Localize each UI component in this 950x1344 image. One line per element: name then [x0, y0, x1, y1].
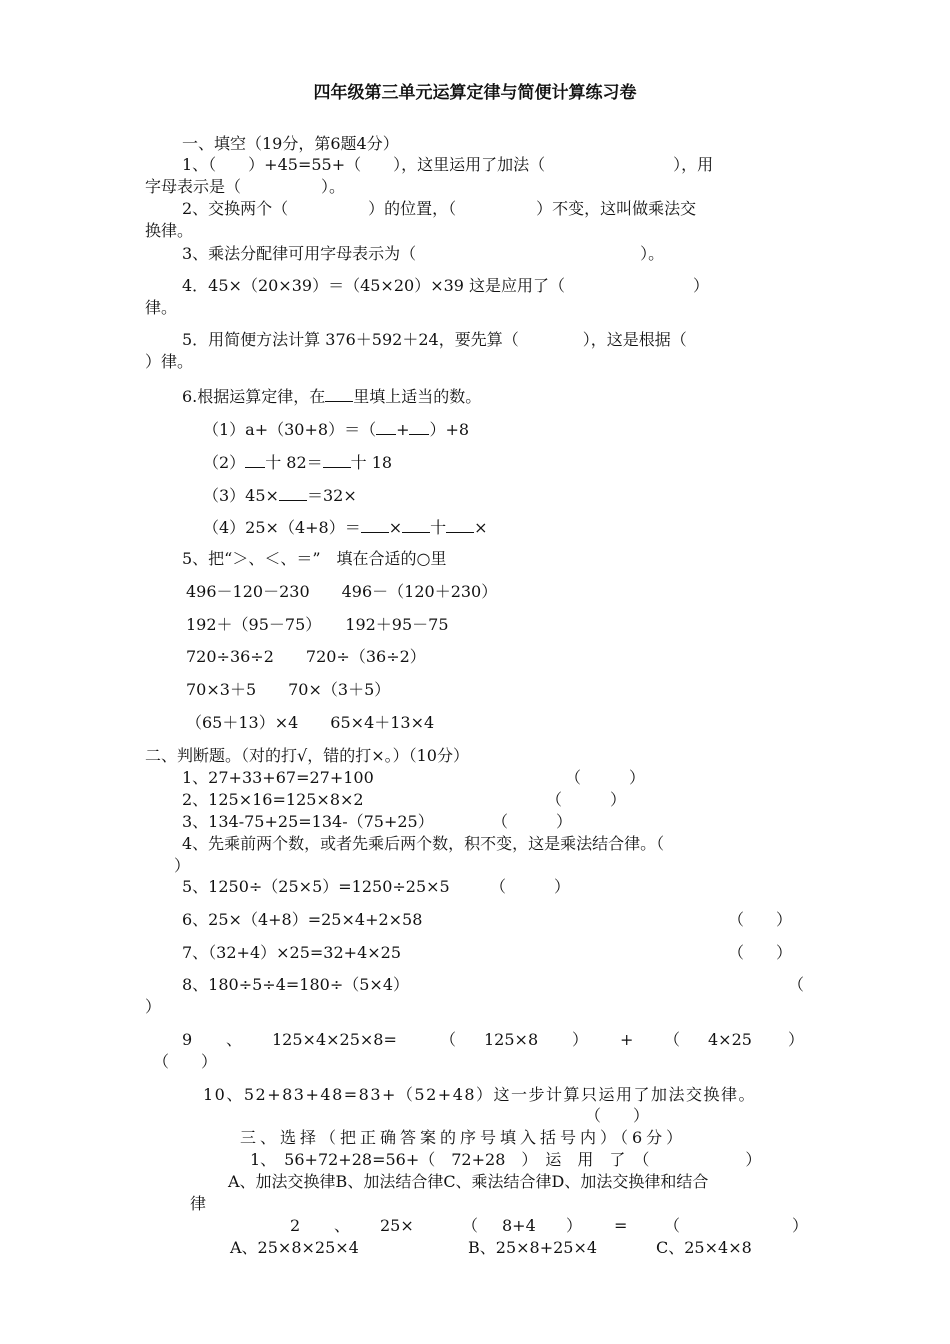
judge-5-answer[interactable]: （ ） [490, 877, 571, 896]
q6-3-label: （3）45× [203, 486, 279, 505]
judge-9-paren: （ [664, 1030, 681, 1049]
judge-5: 5、1250÷（25×5）=1250÷25×5 [182, 877, 450, 896]
mc-1-question: 1、 56+72+28=56+（ 72+28 ） 运 用 了 （ ） [250, 1150, 762, 1169]
section2-header: 二、判断题。（对的打√，错的打×。）（10分） [145, 746, 469, 765]
answer-blank[interactable] [376, 418, 396, 435]
judge-2: 2、125×16=125×8×2 [182, 790, 364, 809]
judge-9-expr2: 4×25 [708, 1030, 752, 1049]
mc-2-option-b[interactable]: B、25×8+25×4 [468, 1238, 598, 1257]
q6-1-text: （1）a+（30+8）＝（ [203, 420, 377, 439]
mc-2-answer[interactable]: （ ） [664, 1216, 809, 1235]
judge-9-answer[interactable]: （ ） [153, 1052, 218, 1071]
judge-10-answer[interactable]: （ ） [585, 1106, 650, 1125]
mc-2-paren: ） [566, 1216, 583, 1235]
q6-intro-post: 里填上适当的数。 [353, 387, 482, 406]
mc-2-equals: = [614, 1216, 628, 1235]
q6-4-times: × [388, 518, 403, 537]
judge-8-answer-open[interactable]: （ [788, 975, 805, 994]
judge-9-paren: ） [572, 1030, 589, 1049]
mc-2-num: 2 [290, 1216, 301, 1235]
answer-blank[interactable] [361, 516, 389, 533]
q6-4-label: （4）25×（4+8）＝ [203, 518, 361, 537]
mc-2-paren: （ [462, 1216, 479, 1235]
compare-row-3: 720÷36÷2 720÷（36÷2） [186, 647, 426, 666]
mc-2-option-a[interactable]: A、25×8×25×4 [230, 1238, 359, 1257]
section1-header: 一、填空（19分，第6题4分） [182, 134, 399, 153]
judge-10: 10、52+83+48=83+（52+48）这一步计算只运用了加法交换律。 [203, 1085, 757, 1104]
q6-2 [203, 451, 392, 473]
q5-line2: ）律。 [145, 352, 194, 371]
mc-1-options-cont: 律 [190, 1194, 207, 1213]
q6-2-tail: 十 18 [350, 453, 393, 472]
q6-1 [203, 418, 469, 440]
compare-row-4: 70×3＋5 70×（3＋5） [186, 680, 391, 699]
q6-4-times: × [474, 518, 488, 537]
q2-line2: 换律。 [145, 221, 194, 240]
compare-row-5: （65＋13）×4 65×4＋13×4 [186, 713, 435, 732]
judge-3-answer[interactable]: （ ） [492, 812, 573, 831]
judge-8-answer-close[interactable]: ） [145, 997, 162, 1016]
judge-2-answer[interactable]: （ ） [546, 790, 627, 809]
q6-3 [203, 484, 357, 506]
judge-9-expr1: 125×8 [484, 1030, 539, 1049]
answer-blank[interactable] [446, 516, 474, 533]
judge-9-paren: ） [788, 1030, 805, 1049]
judge-9-num: 9 [182, 1030, 193, 1049]
q6-4 [203, 516, 488, 538]
q2-line1: 2、交换两个（ ）的位置，（ ）不变，这叫做乘法交 [182, 199, 697, 218]
answer-blank[interactable] [323, 451, 351, 468]
q4-line1: 4．45×（20×39）＝（45×20）×39 这是应用了（ ） [182, 276, 710, 295]
answer-blank[interactable] [402, 516, 430, 533]
mc-2-option-c[interactable]: C、25×4×8 [656, 1238, 752, 1257]
section3-header: 三、选择（把正确答案的序号填入括号内）（6分） [240, 1128, 687, 1147]
q5-line1: 5．用简便方法计算 376＋592＋24，要先算（ ），这是根据（ [182, 330, 687, 349]
judge-3: 3、134-75+25=134-（75+25） [182, 812, 434, 831]
q6-intro [182, 385, 481, 407]
judge-9-paren: （ [440, 1030, 457, 1049]
q6-2-mid: 十 82＝ [265, 453, 323, 472]
answer-blank[interactable] [279, 484, 307, 501]
q4-line2: 律。 [145, 298, 178, 317]
q6-3-tail: ＝32× [306, 486, 357, 505]
answer-blank[interactable] [245, 451, 265, 468]
answer-blank[interactable] [325, 385, 353, 402]
q7-compare-header: 5、把“＞、＜、＝” 填在合适的○里 [182, 549, 447, 568]
judge-9-plus: + [620, 1030, 634, 1049]
q1-line1: 1、（ ）+45=55+（ ），这里运用了加法（ ），用 [182, 155, 714, 174]
judge-8: 8、180÷5÷4=180÷（5×4） [182, 975, 410, 994]
q1-line2: 字母表示是（ ）。 [145, 177, 346, 196]
judge-6: 6、25×（4+8）=25×4+2×58 [182, 910, 423, 929]
judge-6-answer[interactable]: （ ） [728, 910, 793, 929]
mc-2-inner: 8+4 [502, 1216, 536, 1235]
page-title: 四年级第三单元运算定律与简便计算练习卷 [313, 83, 637, 103]
judge-4-line1: 4、先乘前两个数，或者先乘后两个数，积不变，这是乘法结合律。（ [182, 834, 665, 853]
judge-4-line2[interactable]: ） [174, 856, 191, 875]
q6-2-label: （2） [203, 453, 246, 472]
judge-1: 1、27+33+67=27+100 [182, 768, 374, 787]
mc-2-sep: 、 [334, 1216, 351, 1235]
judge-7: 7、（32+4）×25=32+4×25 [182, 943, 402, 962]
judge-9-expr: 125×4×25×8= [272, 1030, 397, 1049]
mc-1-options: A、加法交换律B、加法结合律C、乘法结合律D、加法交换律和结合 [228, 1172, 709, 1191]
mc-2-expr: 25× [380, 1216, 414, 1235]
q6-intro-pre: 6.根据运算定律，在 [182, 387, 326, 406]
compare-row-2: 192＋（95－75） 192＋95－75 [186, 615, 449, 634]
q6-1-plus: + [396, 420, 410, 439]
answer-blank[interactable] [409, 418, 429, 435]
q6-4-plus: 十 [430, 518, 447, 537]
judge-1-answer[interactable]: （ ） [565, 768, 646, 787]
judge-9-sep: 、 [226, 1030, 243, 1049]
judge-7-answer[interactable]: （ ） [728, 943, 793, 962]
q6-1-tail: ）+8 [429, 420, 470, 439]
q3: 3、乘法分配律可用字母表示为（ ）。 [182, 244, 665, 263]
compare-row-1: 496－120－230 496－（120＋230） [186, 582, 498, 601]
